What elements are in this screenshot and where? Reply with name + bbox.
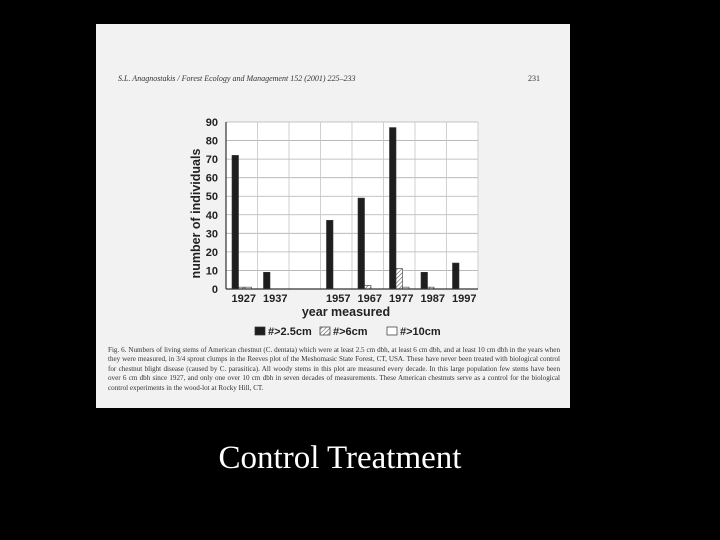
running-header: S.L. Anagnostakis / Forest Ecology and Management 152 (2001) 225–233 bbox=[118, 74, 356, 83]
legend-swatch-solid bbox=[255, 327, 265, 335]
legend-label: #>10cm bbox=[400, 326, 441, 338]
x-tick-label: 1977 bbox=[389, 293, 414, 305]
bar-25cm-1977 bbox=[390, 128, 397, 289]
x-tick-label: 1927 bbox=[231, 293, 256, 305]
x-tick-label: 1937 bbox=[263, 293, 288, 305]
y-tick-label: 60 bbox=[205, 172, 218, 185]
bar-25cm-1967 bbox=[358, 198, 365, 289]
x-axis-title: year measured bbox=[301, 305, 391, 319]
x-tick-label: 1957 bbox=[326, 293, 351, 305]
y-tick-label: 70 bbox=[205, 154, 218, 167]
y-tick-label: 80 bbox=[205, 135, 218, 148]
legend-swatch-open bbox=[387, 327, 397, 335]
y-tick-label: 30 bbox=[205, 228, 218, 241]
x-tick-label: 1997 bbox=[452, 293, 477, 305]
slide-title: Control Treatment bbox=[218, 440, 462, 476]
legend-label: #>2.5cm bbox=[268, 326, 312, 338]
y-tick-label: 10 bbox=[205, 265, 218, 278]
y-tick-label: 50 bbox=[205, 191, 218, 204]
bar-25cm-1937 bbox=[264, 272, 271, 289]
y-tick-label: 20 bbox=[205, 246, 218, 259]
bar-25cm-1987 bbox=[421, 272, 428, 289]
legend-swatch-hatched bbox=[320, 327, 330, 335]
bar-25cm-1997 bbox=[453, 263, 460, 289]
x-tick-label: 1987 bbox=[420, 293, 445, 305]
y-axis-title: number of individuals bbox=[189, 148, 203, 279]
bar-6cm-1977 bbox=[396, 269, 403, 289]
y-tick-label: 90 bbox=[205, 117, 218, 129]
page-number: 231 bbox=[528, 74, 540, 83]
y-tick-label: 40 bbox=[205, 209, 218, 222]
y-tick-label: 0 bbox=[211, 284, 218, 296]
bar-25cm-1957 bbox=[327, 220, 334, 289]
legend-label: #>6cm bbox=[333, 326, 368, 338]
x-tick-label: 1967 bbox=[357, 293, 382, 305]
bar-25cm-1927 bbox=[232, 155, 239, 289]
figure-caption: Fig. 6. Numbers of living stems of American chestnut (C. dentata) which were at least 2.5 cm dbh, at least 6 cm dbh, and at least 10 cm dbh in the years when they were measured, in 3/4 sprout clumps in the Reeves plot of the Meshomasic State Forest, CT, USA. These have never been treated with biological control for chestnut blight disease (caused by C. parasitica). All woody stems in this plot are measured every decade. In this large population few stems have been over 6 cm dbh since 1927, and only one over 10 cm dbh in seven decades of measurements. These American chestnuts serve as a control for the biological control experiments in the wood-lot at Rocky Hill, CT. bbox=[108, 346, 560, 392]
